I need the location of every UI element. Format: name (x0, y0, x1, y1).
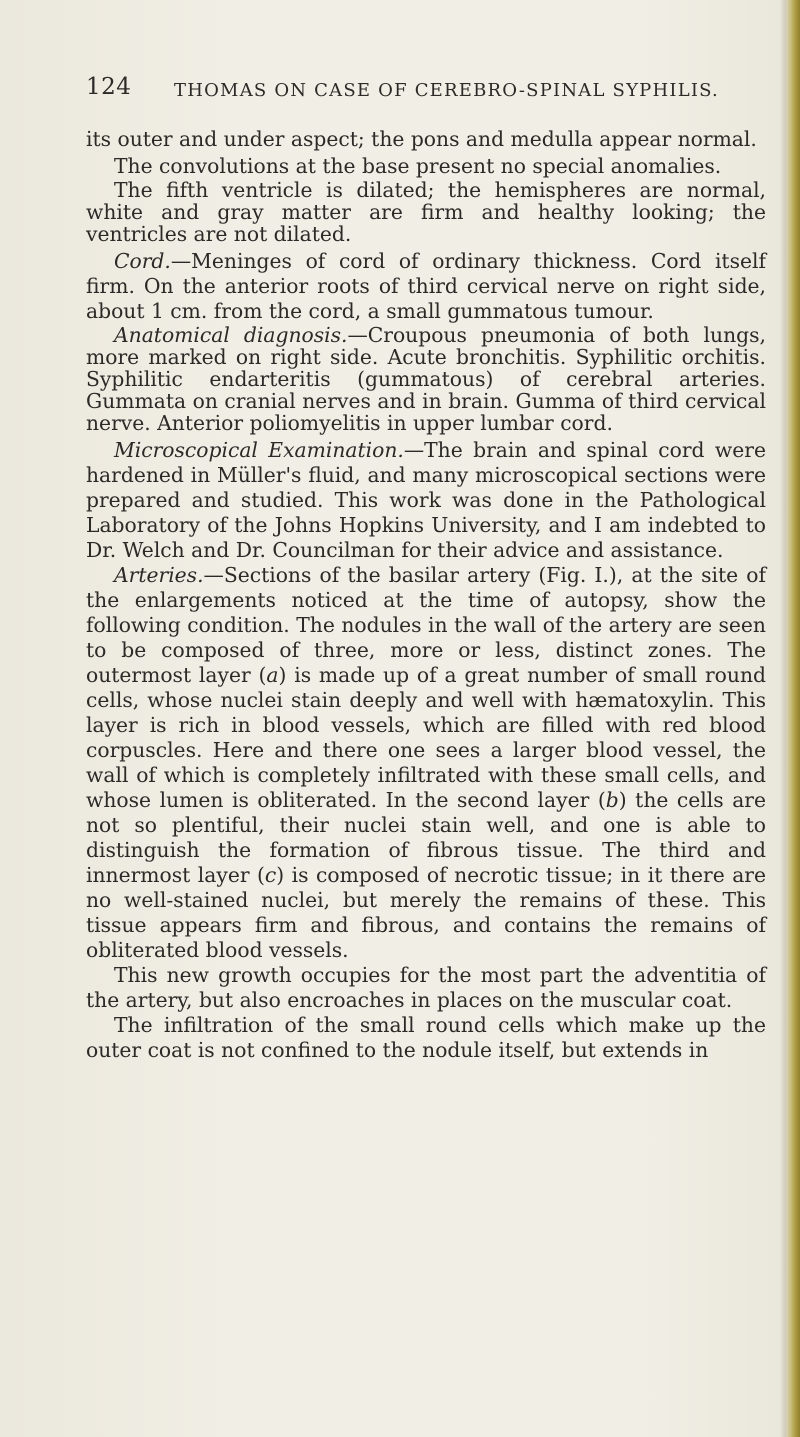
paragraph-continuation: its outer and under aspect; the pons and medulla appear normal. (86, 127, 757, 151)
microscopical-examination-heading: Microscopical Examination. (114, 438, 404, 462)
anatomical-diagnosis-heading: Anatomical diagnosis. (114, 323, 348, 347)
cord-heading: Cord. (114, 249, 171, 273)
paragraph-infiltration: The infiltration of the small round cells which make up the outer coat is not confined to the nodule itself, but extends in (86, 1013, 766, 1062)
paragraph-arteries (86, 563, 766, 963)
paragraph-microscopical-examination (86, 438, 766, 563)
arteries-text-a: —Sections of the basilar artery (Fig. I.), at the site of the enlargements noticed at the time of autopsy, show the following condition. The nodules in the wall of the artery are seen to be composed of three, more or less, distinct zones. The outermost layer ( (86, 563, 766, 687)
cord-text: —Meninges of cord of ordinary thickness. Cord itself firm. On the anterior roots of third cervical nerve on right side, about 1 cm. from the cord, a small gummatous tumour. (86, 249, 766, 323)
body-text (86, 128, 766, 1063)
arteries-text-d: ) is composed of necrotic tissue; in it there are no well-stained nuclei, but merely the remains of these. This tissue appears firm and fibrous, and contains the remains of obliterated blood vessels. (86, 863, 766, 962)
page-header (86, 74, 719, 114)
layer-letter-c: c (264, 863, 277, 887)
arteries-heading: Arteries. (114, 563, 204, 587)
layer-letter-b: b (605, 788, 619, 812)
arteries-text-b: ) is made up of a great number of small round cells, whose nuclei stain deeply and well with hæmatoxylin. This layer is rich in blood vessels, which are filled with red blood corpuscles. Here and there one sees a larger blood vessel, the wall of which is completely infiltrated with these small cells, and whose lumen is obliterated. In the second layer ( (86, 663, 766, 812)
arteries-text-c: ) the cells are not so plentiful, their nuclei stain well, and one is able to distinguish the formation of fibrous tissue. The third and innermost layer ( (86, 788, 766, 887)
page-number: 124 (86, 74, 132, 100)
running-head: THOMAS ON CASE OF CEREBRO-SPINAL SYPHILIS. (174, 80, 719, 101)
paragraph-new-growth: This new growth occupies for the most part the adventitia of the artery, but also encroaches in places on the muscular coat. (86, 963, 766, 1012)
paragraph-anatomical-diagnosis (86, 324, 766, 434)
layer-letter-a: a (266, 663, 279, 687)
paragraph-cord (86, 249, 766, 324)
microscopical-examination-text: —The brain and spinal cord were hardened in Müller's fluid, and many microscopical sections were prepared and studied. This work was done in the Pathological Laboratory of the Johns Hopkins University, and I am indebted to Dr. Welch and Dr. Councilman for their advice and assistance. (86, 438, 766, 562)
paragraph-convolutions: The convolutions at the base present no special anomalies. (114, 154, 722, 178)
paragraph-ventricles: The fifth ventricle is dilated; the hemispheres are normal, white and gray matter are firm and healthy looking; the ventricles are not dilated. (86, 178, 766, 246)
anatomical-diagnosis-text: —Croupous pneumonia of both lungs, more marked on right side. Acute bronchitis. Syphilitic orchitis. Syphilitic endarteritis (gummatous) of cerebral arteries. Gummata on cranial nerves and in brain. Gumma of third cervical nerve. Anterior poliomyelitis in upper lumbar cord. (86, 323, 766, 435)
page-gilt-edge (786, 0, 800, 1437)
